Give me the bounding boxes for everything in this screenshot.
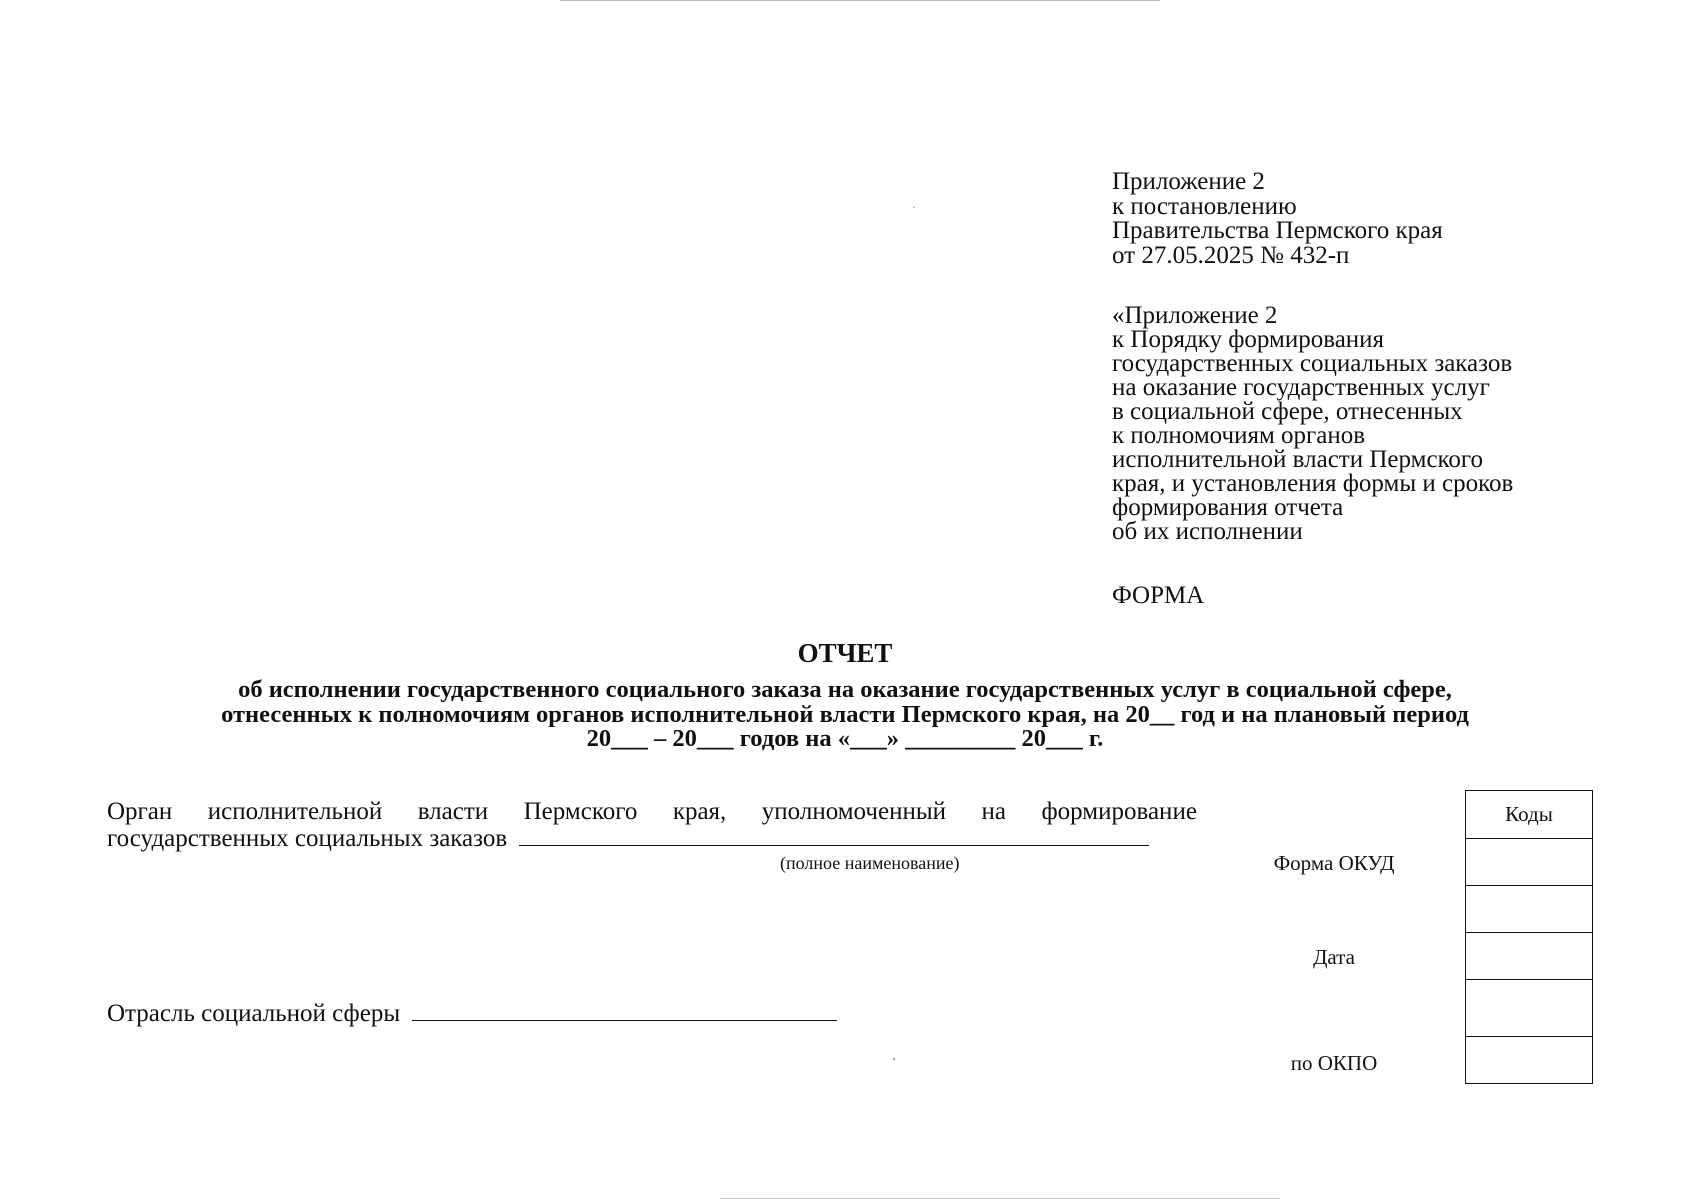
appendix-line: к постановлению [1112,192,1297,220]
appendix-line: Приложение 2 [1112,168,1265,195]
organ-word: власти [417,798,489,825]
date-code-cell[interactable] [1466,932,1592,979]
codes-spacer-cell [1466,979,1592,1036]
subtitle-line: отнесенных к полномочиям органов исполнительной власти Пермского края, на 20__ год и на плановый период [221,700,1469,728]
okud-code-cell[interactable] [1466,838,1592,885]
codes-spacer-cell [1466,885,1592,932]
scan-speck [913,206,915,208]
order-appendix-line: на оказание государственных услуг [1112,374,1490,401]
organ-word: края, [672,798,727,825]
okud-label: Форма ОКУД [1273,851,1395,875]
organ-word: на [981,798,1006,825]
scan-edge-top [560,0,1160,1]
order-appendix-line: к полномочиям органов [1112,422,1366,449]
organ-hint: (полное наименование) [780,853,960,873]
organ-label-line2 [107,825,1197,852]
date-label: Дата [1313,945,1355,969]
order-appendix-line: государственных социальных заказов [1112,350,1513,377]
organ-word: уполномоченный [761,798,947,825]
sector-blank[interactable] [412,1000,837,1021]
form-label: ФОРМА [1112,582,1205,609]
organ-word: Пермского [523,798,638,825]
order-appendix-line: к Порядку формирования [1112,326,1385,353]
order-appendix-line: исполнительной власти Пермского [1112,446,1484,473]
order-appendix-line: в социальной сфере, отнесенных [1112,398,1463,425]
organ-label-text: государственных социальных заказов [107,824,508,852]
organ-word: Орган [107,798,173,825]
appendix-block [1112,170,1443,268]
codes-table [1465,790,1593,1084]
sector-field [107,1000,837,1028]
okpo-code-cell[interactable] [1466,1036,1592,1083]
order-appendix-line: края, и установления формы и сроков [1112,470,1514,497]
organ-field [107,800,1197,851]
organ-name-blank[interactable] [519,825,1149,846]
okpo-label: по ОКПО [1290,1051,1378,1075]
order-appendix-line: «Приложение 2 [1112,302,1278,329]
subtitle-line: 20___ – 20___ годов на «___» _________ 20___ г. [586,725,1104,752]
appendix-line: от 27.05.2025 № 432-п [1112,241,1350,269]
organ-word: исполнительной [207,798,383,825]
report-title: ОТЧЕТ [797,638,893,668]
sector-label: Отрасль социальной сферы [107,1000,401,1027]
order-appendix-line: об их исполнении [1112,518,1303,545]
report-subtitle [100,678,1590,752]
appendix-line: Правительства Пермского края [1112,217,1443,244]
scan-edge-bottom [720,1198,1280,1199]
order-appendix-block [1112,304,1513,544]
codes-header: Коды [1505,802,1553,826]
subtitle-line: об исполнении государственного социального заказа на оказание государственных услуг в социальной сфере, [238,676,1452,703]
organ-label-line1 [107,800,1197,825]
organ-word: формирование [1041,798,1197,825]
scan-speck [893,1058,895,1060]
order-appendix-line: формирования отчета [1112,494,1344,521]
